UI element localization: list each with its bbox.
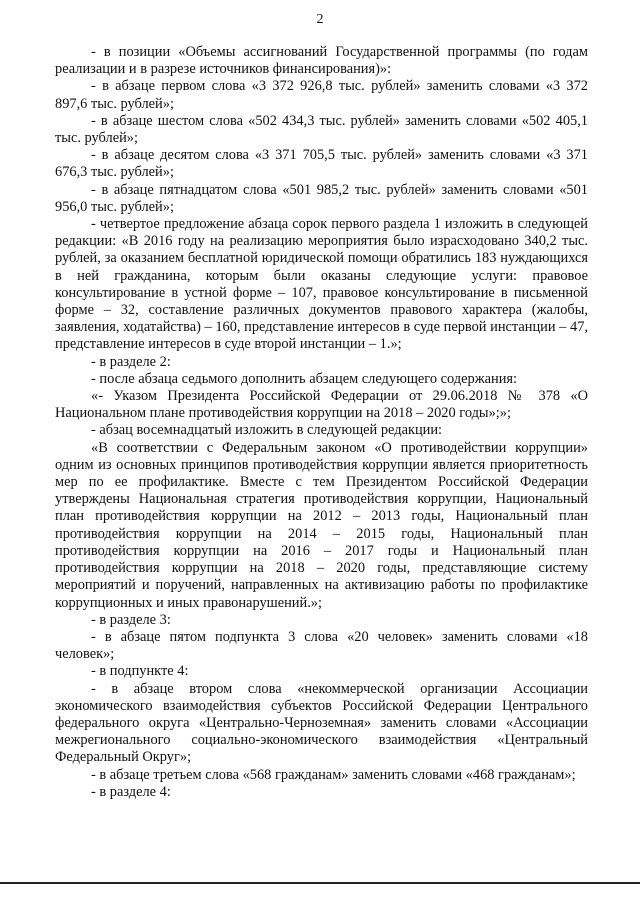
paragraph-third-abzac-citizens: - в абзаце третьем слова «568 гражданам» заменить словами «468 гражданам»; (91, 766, 576, 783)
paragraph-fifteenth-abzac: - в абзаце пятнадцатом слова «501 985,2 тыс. рублей» заменить словами «501 956,0 тыс. рублей»; (55, 181, 588, 215)
paragraph-fifth-abzac-sub3: - в абзаце пятом подпункта 3 слова «20 человек» заменить словами «18 человек»; (55, 628, 588, 663)
paragraph-second-abzac-association: - в абзаце втором слова «некоммерческой организации Ассоциации экономического взаимодействия субъектов Российской Федерации Центрального федерального округа «Центрально-Черноземная» заменить словами «Ассоциации межрегионального социально-экономического взаимодействия «Центральный Федеральный Округ»; (55, 680, 588, 766)
paragraph-sixth-abzac: - в абзаце шестом слова «502 434,3 тыс. рублей» заменить словами «502 405,1 тыс. рублей»; (55, 112, 588, 147)
paragraph-section4-heading: - в разделе 4: (91, 783, 171, 800)
paragraph-presidential-decree: «- Указом Президента Российской Федерации от 29.06.2018 № 378 «О Национальном плане противодействия коррупции на 2018 – 2020 годы»;»; (55, 388, 588, 422)
bottom-rule (0, 882, 640, 884)
document-body (55, 44, 588, 801)
paragraph-tenth-abzac: - в абзаце десятом слова «3 371 705,5 тыс. рублей» заменить словами «3 371 676,3 тыс. рублей»; (55, 147, 588, 181)
paragraph-anticorruption-text: «В соответствии с Федеральным законом «О противодействии коррупции» одним из основных принципов противодействия коррупции является приоритетность мер по ее профилактике. Вместе с тем Президентом Российской Федерации утверждены Национальная стратегия противодействия коррупции, Национальный план противодействия коррупции на 2012 – 2013 годы, Национальный план противодействия коррупции на 2014 – 2015 годы, Национальный план противодействия коррупции на 2016 – 2017 годы и Национальный план противодействия коррупции на 2018 – 2020 годы, представляющие систему мероприятий и поручений, направленных на активизацию работы по профилактике коррупционных и иных правонарушений.»; (55, 439, 588, 611)
paragraph-first-abzac: - в абзаце первом слова «3 372 926,8 тыс. рублей» заменить словами «3 372 897,6 тыс. рублей»; (55, 78, 588, 112)
page-number: 2 (316, 12, 324, 27)
paragraph-eighteenth-abzac: - абзац восемнадцатый изложить в следующей редакции: (91, 422, 443, 439)
paragraph-add-after-seventh: - после абзаца седьмого дополнить абзацем следующего содержания: (91, 370, 518, 387)
paragraph-section1-amendment: - четвертое предложение абзаца сорок первого раздела 1 изложить в следующей редакции: «В 2016 году на реализацию мероприятия было израсходовано 340,2 тыс. рублей, за оказанием бесплатной юридической помощи обратились 183 нуждающихся в ней гражданина, которым были оказаны следующие услуги: правовое консультирование в устной форме – 107, правовое консультирование в письменной форме – 32, составление различных документов правового характера (жалобы, заявления, ходатайства) – 160, представление интересов в суде первой инстанции – 47, представление интересов в суде второй инстанции – 1.»; (55, 216, 588, 353)
paragraph-subitem4-heading: - в подпункте 4: (91, 663, 189, 680)
paragraph-section2-heading: - в разделе 2: (91, 353, 171, 370)
paragraph-section3-heading: - в разделе 3: (91, 611, 171, 628)
paragraph-allocations-position: - в позиции «Объемы ассигнований Государственной программы (по годам реализации и в разрезе источников финансирования)»: (55, 44, 588, 78)
